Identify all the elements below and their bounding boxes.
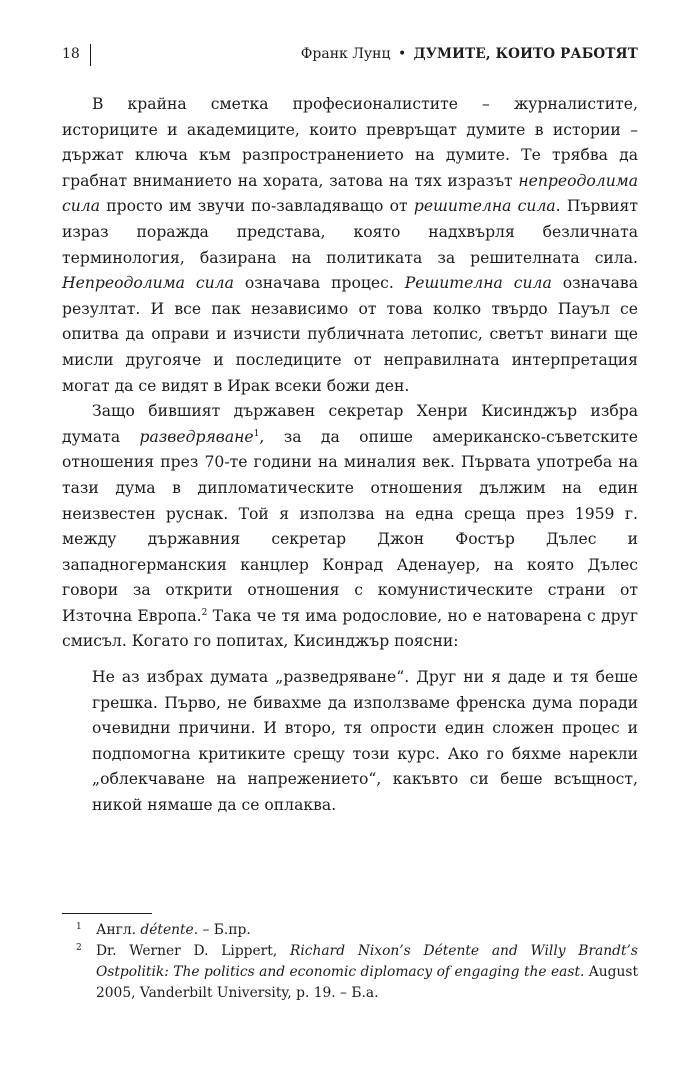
footnote-mark: 1 <box>76 922 82 932</box>
block-quote: Не аз избрах думата „разведряване“. Друг ни я даде и тя беше грешка. Първо, не бивахме да използваме френска дума поради очевидни причини. И второ, тя опрости един сложен процес и подпомогна критиките срещу този курс. Ако го бяхме нарекли „облекчаване на напрежението“, какъвто си беше всъщност, никой нямаше да се оплаква. <box>92 668 638 815</box>
italic-run: Непреодолима сила <box>62 274 234 293</box>
italic-run: détente <box>140 922 194 938</box>
text-run: означава резултат. И все пак независимо от това колко твърдо Пауъл се опитва да оправи и изчисти публичната летопис, светът винаги ще мисли другояче и последиците от неправилната интерпретация могат да се видят в Ирак всеки божи ден. <box>62 274 638 395</box>
text-run: В крайна сметка професионалистите – журналистите, историците и академиците, които превръщат думите в истории – държат ключа към разпространението на думите. Те трябва да грабнат вниманието на хората, затова на тях изразът <box>62 95 638 190</box>
italic-run: Решителна сила <box>404 274 552 293</box>
page-number: 18 <box>62 46 80 62</box>
text-run: August 2005, Vanderbilt University, p. 19. – Б.а. <box>96 964 638 1001</box>
text-run: просто им звучи по-завладяващо от <box>100 197 414 216</box>
italic-run: решителна сила <box>413 197 556 216</box>
paragraph-1 <box>62 92 638 399</box>
header-bullet: • <box>397 46 407 62</box>
text-run: . – Б.пр. <box>193 922 251 938</box>
body-text <box>62 92 638 819</box>
text-run: Dr. Werner D. Lippert, <box>96 943 290 959</box>
footnote-2 <box>62 941 638 1004</box>
text-run: Защо бившият държавен секретар Хенри Кисинджър избра думата <box>62 402 638 446</box>
footnote-ref-2[interactable]: 2 <box>201 607 208 618</box>
text-run: Англ. <box>96 922 141 938</box>
italic-run: Richard Nixon’s Détente and Willy Brandt’s Ostpolitik: The politics and economic diplomacy of engaging the east. <box>96 943 638 980</box>
header-author: Франк Лунц <box>300 46 391 62</box>
header-divider <box>90 44 91 66</box>
footnote-1 <box>62 920 638 941</box>
running-title <box>301 40 638 68</box>
italic-run: разведряване <box>139 427 254 446</box>
text-run: Така че тя има родословие, но е натоварена с друг смисъл. Когато го попитах, Кисинджър поясни: <box>62 606 638 651</box>
footnote-rule <box>62 913 152 914</box>
italic-run: непреодолима сила <box>62 171 638 216</box>
paragraph-2 <box>62 399 638 655</box>
header-book-title: ДУМИТЕ, КОИТО РАБОТЯТ <box>413 46 638 62</box>
running-header <box>62 40 638 68</box>
text-run: , за да опише американско-съветските отношения през 70-те години на миналия век. Първата употреба на тази дума в дипломатическите отношения дължим на един неизвестен руснак. Той я използва на една среща през 1959 г. между държавния секретар Джон Фостър Дълес и западногерманския канцлер Конрад Аденауер, на която Дълес говори за открити отношения с комунистическите страни от Източна Европа. <box>62 427 638 625</box>
footnote-mark: 2 <box>76 943 82 953</box>
footnotes <box>62 920 638 1004</box>
text-run: . Първият израз поражда представа, която надхвърля безличната терминология, базирана на политиката за решителната сила. <box>62 197 639 267</box>
text-run: означава процес. <box>233 274 405 293</box>
footnote-ref-1[interactable]: 1 <box>253 428 260 439</box>
